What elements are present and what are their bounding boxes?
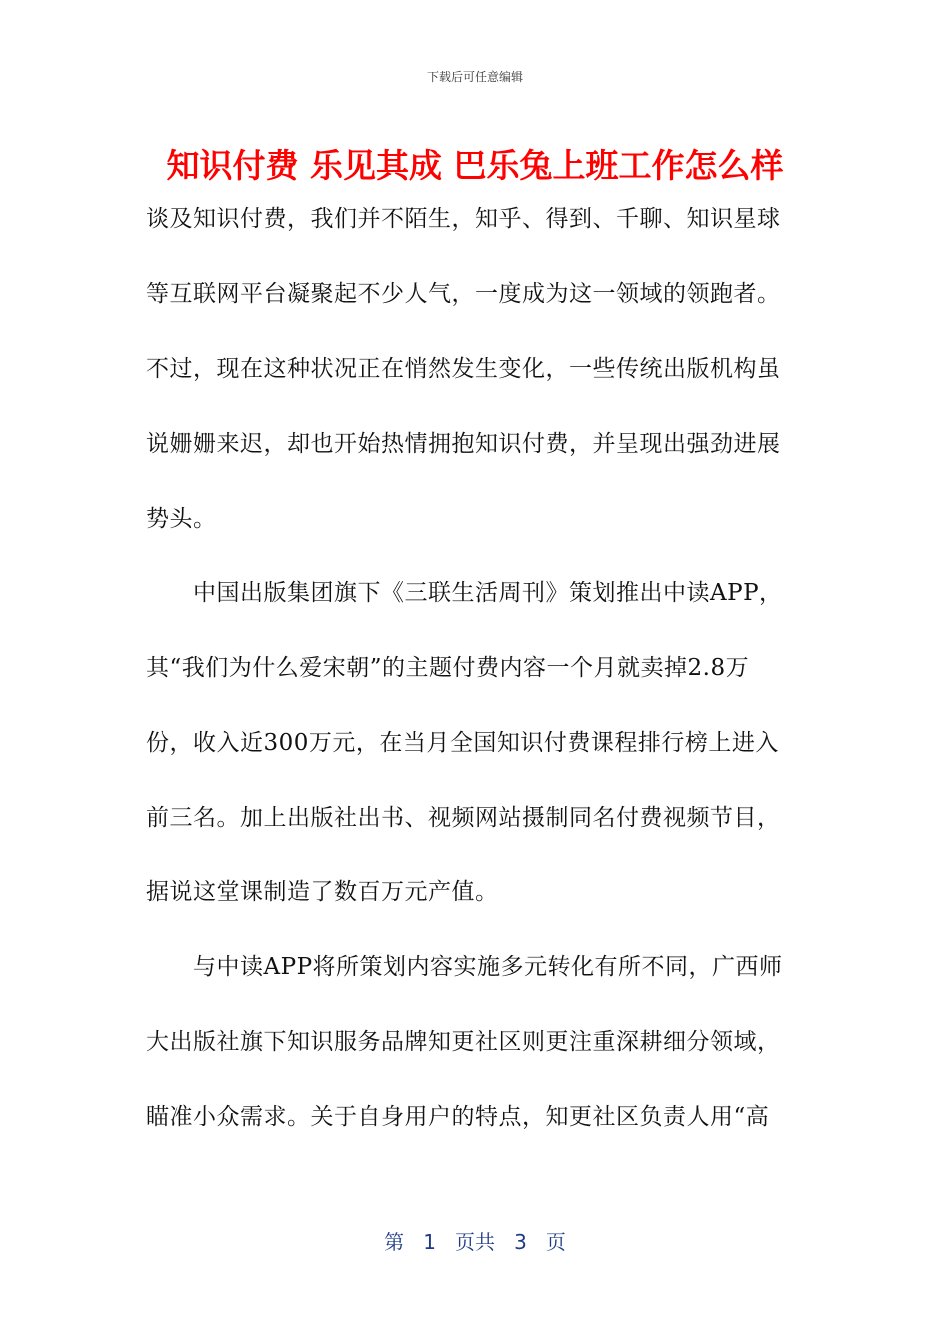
page-footer — [0, 1226, 950, 1255]
page-label-post: 页 — [545, 1230, 566, 1254]
body-line: 其“我们为什么爱宋朝”的主题付费内容一个月就卖掉2.8万 — [146, 655, 750, 681]
body-line: 等互联网平台凝聚起不少人气，一度成为这一领域的领跑者。 — [146, 281, 781, 307]
page-label-pre: 第 — [384, 1230, 405, 1254]
body-line: 中国出版集团旗下《三联生活周刊》策划推出中读APP， — [146, 580, 783, 606]
body-line: 势头。 — [146, 506, 217, 532]
body-line: 份，收入近300万元，在当月全国知识付费课程排行榜上进入 — [146, 730, 779, 756]
document-title: 知识付费 乐见其成 巴乐兔上班工作怎么样 — [166, 146, 784, 185]
page-label-mid: 页共 — [455, 1230, 495, 1254]
body-line: 谈及知识付费，我们并不陌生，知乎、得到、千聊、知识星球 — [146, 206, 781, 232]
body-line: 瞄准小众需求。关于自身用户的特点，知更社区负责人用“高 — [146, 1104, 770, 1130]
body-line: 不过，现在这种状况正在悄然发生变化，一些传统出版机构虽 — [146, 356, 781, 382]
body-line: 说姗姗来迟，却也开始热情拥抱知识付费，并呈现出强劲进展 — [146, 431, 781, 457]
body-line: 据说这堂课制造了数百万元产值。 — [146, 879, 499, 905]
header-note: 下载后可任意编辑 — [426, 70, 523, 84]
page-current: 1 — [423, 1230, 436, 1254]
body-line: 与中读APP将所策划内容实施多元转化有所不同，广西师 — [146, 954, 783, 980]
body-line: 大出版社旗下知识服务品牌知更社区则更注重深耕细分领域， — [146, 1029, 781, 1055]
body-line: 前三名。加上出版社出书、视频网站摄制同名付费视频节目， — [146, 805, 781, 831]
page-total: 3 — [514, 1230, 527, 1254]
